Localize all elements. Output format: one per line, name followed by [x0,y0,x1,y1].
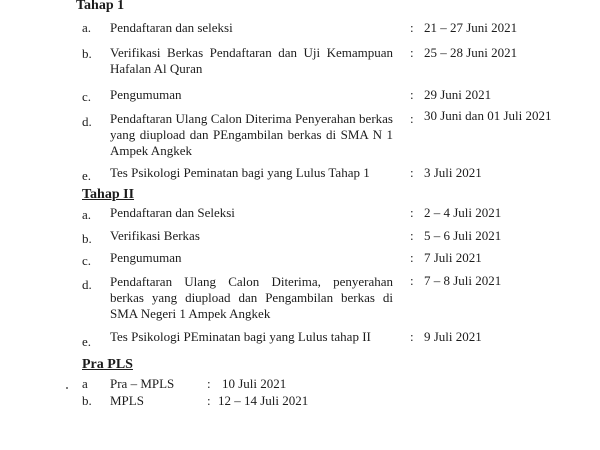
item-date: 25 – 28 Juni 2021 [424,45,518,60]
prapls-heading: Pra PLS [82,357,133,372]
item-description: Pengumuman [110,87,182,102]
item-letter: c. [82,89,92,104]
item-date: 21 – 27 Juni 2021 [424,20,518,35]
scan-speck [66,387,68,389]
item-date: 10 Juli 2021 [222,376,287,391]
item-colon: : [410,228,414,243]
item-colon: : [410,111,414,126]
item-description: MPLS [110,393,144,408]
tahap2-heading: Tahap II [82,187,135,202]
item-colon: : [410,87,414,102]
item-letter: d. [82,277,92,292]
item-letter: d. [82,114,92,129]
item-description: Pra – MPLS [110,376,175,391]
item-colon: : [410,250,414,265]
item-colon: : [410,273,414,288]
item-letter: e. [82,334,92,349]
item-date: 9 Juli 2021 [424,329,482,344]
item-letter: b. [82,393,92,408]
item-description: Verifikasi Berkas Pendaftaran dan Uji Kemampuan Hafalan Al Quran [110,45,393,76]
item-description: Pendaftaran dan Seleksi [110,205,235,220]
item-letter: b. [82,231,92,246]
item-date: 29 Juni 2021 [424,87,492,102]
item-colon: : [410,205,414,220]
item-colon: : [207,376,211,391]
item-description: Pendaftaran Ulang Calon Diterima, penyerahan berkas yang diupload dan Pengambilan berkas di SMA Negeri 1 Ampek Angkek [110,274,393,321]
item-date: 7 Juli 2021 [424,250,482,265]
item-date: 12 – 14 Juli 2021 [218,393,309,408]
item-colon: : [410,329,414,344]
item-date: 3 Juli 2021 [424,165,482,180]
item-description: Tes Psikologi PEminatan bagi yang Lulus tahap II [110,329,371,344]
item-letter: b. [82,46,92,61]
item-colon: : [410,20,414,35]
tahap1-heading: Tahap 1 [76,0,125,13]
item-letter: c. [82,253,92,268]
item-letter: a. [82,20,92,35]
item-description: Pendaftaran Ulang Calon Diterima Penyerahan berkas yang diupload dan PEngambilan berkas di SMA N 1 Ampek Angkek [110,111,393,158]
item-date: 30 Juni dan 01 Juli 2021 [424,108,552,123]
item-date: 7 – 8 Juli 2021 [424,273,502,288]
item-description: Verifikasi Berkas [110,228,200,243]
item-date: 2 – 4 Juli 2021 [424,205,502,220]
item-letter: a [82,376,88,391]
item-colon: : [410,45,414,60]
item-letter: a. [82,207,92,222]
item-description: Pengumuman [110,250,182,265]
item-letter: e. [82,168,92,183]
item-date: 5 – 6 Juli 2021 [424,228,502,243]
item-colon: : [410,165,414,180]
item-colon: : [207,393,211,408]
item-description: Tes Psikologi Peminatan bagi yang Lulus Tahap 1 [110,165,370,180]
item-description: Pendaftaran dan seleksi [110,20,233,35]
